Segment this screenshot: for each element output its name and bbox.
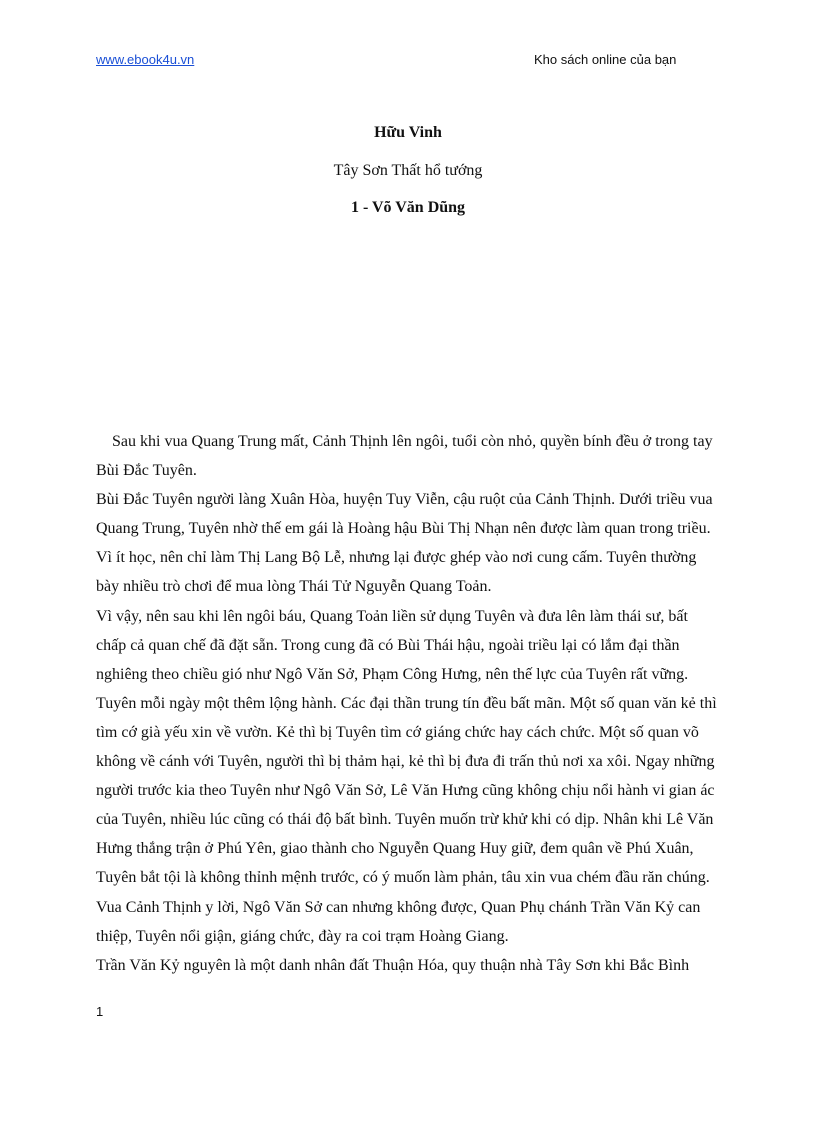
site-link[interactable]: www.ebook4u.vn [96, 52, 195, 67]
paragraph: Trần Văn Kỷ nguyên là một danh nhân đất Thuận Hóa, quy thuận nhà Tây Sơn khi Bắc Bình [96, 956, 690, 974]
paragraph: Bùi Đắc Tuyên người làng Xuân Hòa, huyện Tuy Viễn, cậu ruột của Cảnh Thịnh. Dưới triều vua Quang Trung, Tuyên nhờ thế em gái là Hoàng hậu Bùi Thị Nhạn nên được làm quan trong triều. Vì ít học, nên chỉ làm Thị Lang Bộ Lễ, nhưng lại được ghép vào nơi cung cấm. Tuyên thường bày nhiều trò chơi để mua lòng Thái Tử Nguyễn Quang Toản. [96, 491, 713, 596]
chapter-title: 1 - Võ Văn Dũng [350, 199, 466, 216]
paragraph: Sau khi vua Quang Trung mất, Cảnh Thịnh lên ngôi, tuổi còn nhỏ, quyền bính đều ở trong tay Bùi Đắc Tuyên. [96, 433, 713, 480]
header-tagline: Kho sách online của bạn [534, 52, 677, 67]
page-number: 1 [96, 1004, 104, 1019]
author-name: Hữu Vinh [374, 124, 442, 141]
title-block [0, 122, 816, 219]
book-title: Tây Sơn Thất hổ tướng [333, 162, 483, 179]
body-text [96, 427, 722, 980]
paragraph: Vì vậy, nên sau khi lên ngôi báu, Quang Toản liền sử dụng Tuyên và đưa lên làm thái sư, bất chấp cả quan chế đã đặt sẵn. Trong cung đã có Bùi Thái hậu, ngoài triều lại có lắm đại thần nghiêng theo chiều gió như Ngô Văn Sở, Phạm Công Hưng, nên thế lực của Tuyên rất vững. Tuyên mỗi ngày một thêm lộng hành. Các đại thần trung tín đều bất mãn. Một số quan văn kẻ thì tìm cớ già yếu xin về vườn. Kẻ thì bị Tuyên tìm cớ giáng chức hay cách chức. Một số quan võ không về cánh với Tuyên, người thì bị thảm hại, kẻ thì bị đưa đi trấn thủ nơi xa xôi. Ngay những người trước kia theo Tuyên như Ngô Văn Sở, Lê Văn Hưng cũng không chịu nổi hành vi gian ác của Tuyên, nhiều lúc cũng có thái độ bất bình. Tuyên muốn trừ khử khi có dịp. Nhân khi Lê Văn Hưng thắng trận ở Phú Yên, giao thành cho Nguyễn Quang Huy giữ, đem quân về Phú Xuân, Tuyên bắt tội là không thỉnh mệnh trước, có ý muốn làm phản, tâu xin vua chém đầu răn chúng. Vua Cảnh Thịnh y lời, Ngô Văn Sở can nhưng không được, Quan Phụ chánh Trần Văn Kỷ can thiệp, Tuyên nổi giận, giáng chức, đày ra coi trạm Hoàng Giang. [96, 607, 717, 945]
